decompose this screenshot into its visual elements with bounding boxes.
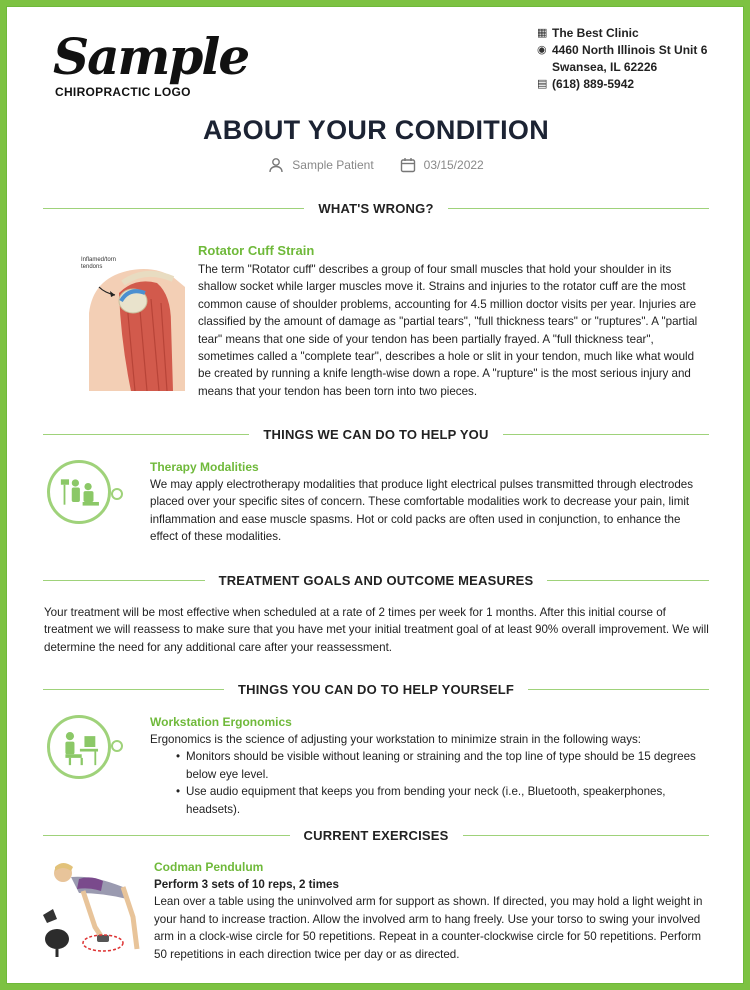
exercise-title: Codman Pendulum [154,860,264,874]
phone-number: (618) 889-5942 [552,77,635,91]
clinic-name: The Best Clinic [552,26,639,40]
divider-line [43,580,205,581]
therapy-description [150,460,710,546]
clinic-name-row [537,25,707,42]
address-row [537,42,707,59]
section-header-whats-wrong [43,198,709,218]
section-header-exercises [43,825,709,845]
connector-dot [111,488,123,500]
address-row-2 [537,59,707,76]
therapy-text: We may apply electrotherapy modalities that produce light electrical pulses transmitted through electrodes placed over your specific sites of concern. These comfortable modalities work to decrease your pain, limit inflammation and ease muscle spasms. Hot or cold packs are often used in conjunction, to enhance the effect of these modalities. [150,478,694,544]
section-header-you-can-do [43,679,709,699]
address-line2: Swansea, IL 62226 [552,60,658,74]
exercise-reps: Perform 3 sets of 10 reps, 2 times [154,878,339,891]
address-line1: 4460 North Illinois St Unit 6 [552,43,708,57]
codman-pendulum-image [43,857,143,961]
divider-line [43,835,290,836]
page-title: ABOUT YOUR CONDITION [202,115,549,145]
section-title: CURRENT EXERCISES [303,827,449,843]
clinic-contact [537,25,707,93]
divider-line [463,835,710,836]
ergonomics-title: Workstation Ergonomics [150,715,292,729]
divider-line [43,689,224,690]
condition-title: Rotator Cuff Strain [198,243,315,258]
visit-date: 03/15/2022 [423,158,484,172]
location-pin-icon: ◉ [537,44,547,56]
clinic-logo [51,27,251,107]
section-title: WHAT'S WRONG? [318,200,434,216]
condition-description [198,243,708,400]
exercise-text: Lean over a table using the uninvolved arm for support as shown. If directed, you may hold a light weight in your hand to increase traction. Allow the involved arm to hang freely. Use your torso to swing your involved arm in a clock-wise circle for 50 repetitions. Repeat in a counter-clockwise circle for 50 repetitions. Perform 50 repetitions in each direction twice per day or as directed. [154,895,703,961]
shoulder-anatomy-image [75,243,185,391]
visit-date-item [400,157,484,173]
section-title: THINGS YOU CAN DO TO HELP YOURSELF [238,681,514,697]
list-item: • Use audio equipment that keeps you from bending your neck (i.e., Bluetooth, speakerphones, headsets). [176,783,710,818]
section-header-goals [43,570,709,590]
condition-text: The term "Rotator cuff" describes a group of four small muscles that hold your shoulder in its shallow socket while larger muscles move it. Strains and injuries to the rotator cuff are the most common cause of shoulder problems, accounting for 4.5 million doctor visits per year. Injuries are classified by the amount of damage as "partial tears", "full thickness tears" or "ruptures". A "partial tear" means that one side of your tendon has been partially frayed. A "full thickness tear", sometimes called a "complete tear", describes a hole or slit in your tendon, much like what would be created by running a knife length-wise down a rope. A "rupture" is the most serious injury and means that your tendon has been torn into two pieces. [198,263,698,398]
goals-text: Your treatment will be most effective when scheduled at a rate of 2 times per week for 1 months. After this initial course of treatment we will reassess to make sure that you have met your initial treatment goal of at least 90% overall improvement. We will determine the need for any additional care after your reassessment. [44,606,709,654]
section-header-we-can-do [43,424,709,444]
divider-line [448,208,709,209]
patient-name: Sample Patient [292,158,374,172]
divider-line [43,208,304,209]
phone-row [537,76,707,93]
divider-line [547,580,709,581]
workstation-ergonomics-icon [47,715,111,779]
therapy-title: Therapy Modalities [150,460,259,474]
divider-line [43,434,249,435]
connector-dot [111,740,123,752]
logo-script: Sample [53,27,249,86]
list-item: • Monitors should be visible without leaning or straining and the top line of type should be 15 degrees below eye level. [176,748,710,783]
ergonomics-intro: Ergonomics is the science of adjusting your workstation to minimize strain in the following ways: [150,733,642,746]
divider-line [503,434,709,435]
ergonomics-description [150,715,710,818]
image-label: Inflamed/torn tendons [81,257,117,270]
therapy-modalities-icon [47,460,111,524]
building-icon: ▦ [537,27,548,39]
calendar-icon [400,157,416,173]
ergonomics-bullets [150,748,710,818]
section-title: THINGS WE CAN DO TO HELP YOU [263,426,489,442]
user-icon [268,157,284,173]
patient-name-item [268,157,373,173]
divider-line [528,689,709,690]
handout-page [6,6,744,984]
patient-meta [7,157,744,173]
exercise-description [154,860,710,963]
phone-icon: ▤ [537,78,548,90]
logo-subtitle: CHIROPRACTIC LOGO [55,85,191,99]
section-title: TREATMENT GOALS AND OUTCOME MEASURES [218,572,534,588]
